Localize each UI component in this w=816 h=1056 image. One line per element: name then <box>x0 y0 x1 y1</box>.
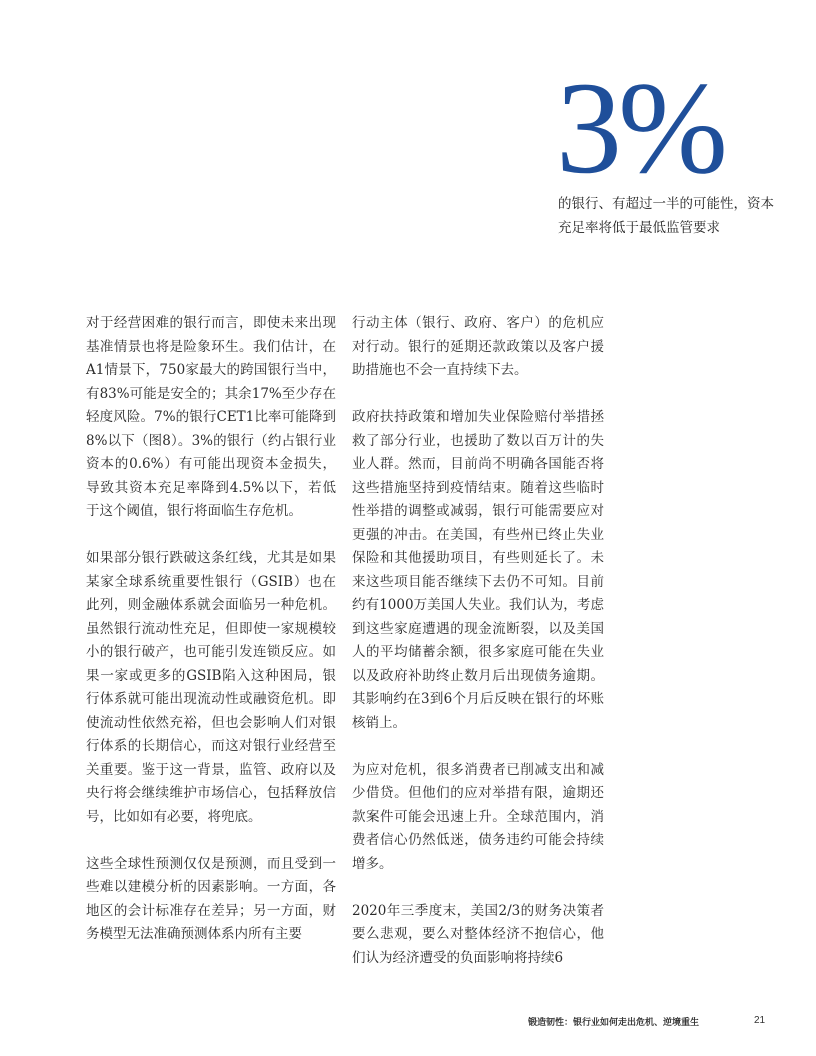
paragraph: 行动主体（银行、政府、客户）的危机应对行动。银行的延期还款政策以及客户援助措施也不会一直持续下去。 <box>352 315 604 378</box>
paragraph: 如果部分银行跌破这条红线，尤其是如果某家全球系统重要性银行（GSIB）也在此列，则金融体系就会面临另一种危机。虽然银行流动性充足，但即使一家规模较小的银行破产，也可能引发连锁反应。如果一家或更多的GSIB陷入这种困局，银行体系就可能出现流动性或融资危机。即使流动性依然充裕，但也会影响人们对银行体系的长期信心，而这对银行业经营至关重要。鉴于这一背景，监管、政府以及央行将会继续维护市场信心，包括释放信号，比如如有必要，将兜底。 <box>86 550 336 825</box>
footer-title: 锻造韧性：银行业如何走出危机、逆境重生 <box>528 1018 700 1028</box>
left-column <box>86 312 336 970</box>
paragraph: 对于经营困难的银行而言，即使未来出现基准情景也将是险象环生。我们估计，在A1情景下，750家最大的跨国银行当中，有83%可能是安全的；其余17%至少存在轻度风险。7%的银行CET1比率可能降到8%以下（图8）。3%的银行（约占银行业资本的0.6%）有可能出现资本金损失，导致其资本充足率降到4.5%以下，若低于这个阈值，银行将面临生存危机。 <box>86 315 336 519</box>
page-number: 21 <box>754 1015 766 1026</box>
paragraph: 2020年三季度末，美国2/3的财务决策者要么悲观，要么对整体经济不抱信心，他们认为经济遭受的负面影响将持续6 <box>352 902 604 966</box>
callout-caption: 的银行、有超过一半的可能性，资本充足率将低于最低监管要求 <box>558 196 774 236</box>
callout-number: 3% <box>556 54 724 201</box>
right-column <box>352 312 604 994</box>
paragraph: 为应对危机，很多消费者已削减支出和减少借贷。但他们的应对举措有限，逾期还款案件可能会迅速上升。全球范围内，消费者信心仍然低迷，债务违约可能会持续增多。 <box>352 761 604 872</box>
paragraph: 政府扶持政策和增加失业保险赔付举措拯救了部分行业，也援助了数以百万计的失业人群。然而，目前尚不明确各国能否将这些措施坚持到疫情结束。随着这些临时性举措的调整或减弱，银行可能需要应对更强的冲击。在美国，有些州已终止失业保险和其他援助项目，有些则延长了。未来这些项目能否继续下去仍不可知。目前约有1000万美国人失业。我们认为，考虑到这些家庭遭遇的现金流断裂，以及美国人的平均储蓄余额，很多家庭可能在失业以及政府补助终止数月后出现债务逾期。其影响约在3到6个月后反映在银行的坏账核销上。 <box>352 409 604 731</box>
paragraph: 这些全球性预测仅仅是预测，而且受到一些难以建模分析的因素影响。一方面，各地区的会计标准存在差异；另一方面，财务模型无法准确预测体系内所有主要 <box>86 855 336 942</box>
